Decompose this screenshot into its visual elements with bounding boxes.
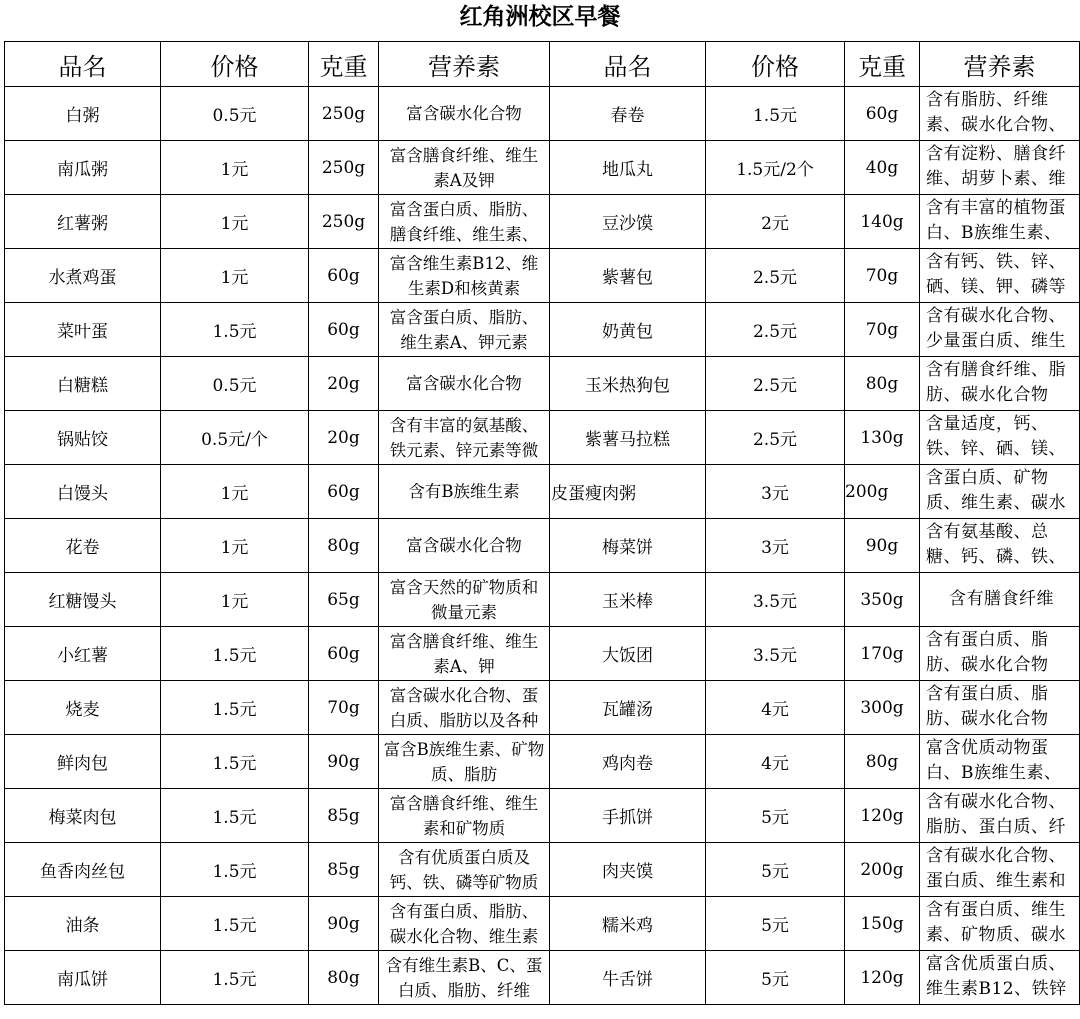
item-price: 3元 <box>706 465 845 519</box>
item-nutrients: 含有膳食纤维 <box>949 589 1054 609</box>
item-nutrients-cell <box>379 249 550 303</box>
item-name: 小红薯 <box>5 627 161 681</box>
item-name: 红糖馒头 <box>5 573 161 627</box>
item-nutrients: 含有氨基酸、总糖、钙、磷、铁、 <box>926 521 1066 567</box>
item-weight: 80g <box>845 357 920 411</box>
item-nutrients-cell <box>920 411 1080 465</box>
header-row <box>5 42 1080 87</box>
item-weight: 250g <box>309 141 379 195</box>
item-name: 花卷 <box>5 519 161 573</box>
item-nutrients: 含有丰富的植物蛋白、B族维生素、 <box>926 197 1066 243</box>
item-nutrients: 含有蛋白质、维生素、矿物质、碳水 <box>926 899 1066 945</box>
table-row <box>5 519 1080 573</box>
item-nutrients: 含有淀粉、膳食纤维、胡萝卜素、维 <box>926 143 1066 189</box>
item-weight: 140g <box>845 195 920 249</box>
item-nutrients: 富含碳水化合物 <box>406 536 522 555</box>
item-nutrients-cell <box>379 951 550 1005</box>
table-row <box>5 789 1080 843</box>
item-nutrients: 富含B族维生素、矿物质、脂肪 <box>383 739 545 784</box>
item-nutrients: 富含蛋白质、脂肪、维生素A、钾元素 <box>389 307 539 352</box>
table-row <box>5 465 1080 519</box>
item-weight: 300g <box>845 681 920 735</box>
table-row <box>5 627 1080 681</box>
item-nutrients: 富含维生素B12、维生素D和核黄素 <box>389 253 539 298</box>
item-price: 5元 <box>706 897 845 951</box>
item-nutrients-cell <box>920 789 1080 843</box>
item-name: 鸡肉卷 <box>550 735 706 789</box>
item-nutrients: 含有维生素B、C、蛋白质、脂肪、纤维 <box>385 955 543 1000</box>
item-price: 1.5元 <box>161 681 309 735</box>
item-weight: 20g <box>309 357 379 411</box>
item-weight: 90g <box>309 897 379 951</box>
item-weight: 250g <box>309 87 379 141</box>
item-nutrients: 含量适度，钙、铁、锌、硒、镁、 <box>926 413 1066 459</box>
item-name: 皮蛋瘦肉粥 <box>550 465 706 519</box>
page-title: 红角洲校区早餐 <box>459 4 621 30</box>
item-price: 2.5元 <box>706 303 845 357</box>
table-row <box>5 735 1080 789</box>
item-weight: 200g <box>845 843 920 897</box>
header-name: 品名 <box>5 42 161 87</box>
item-nutrients: 含有碳水化合物、蛋白质、维生素和 <box>926 845 1066 891</box>
item-nutrients: 富含膳食纤维、维生素和矿物质 <box>389 793 539 838</box>
item-price: 1.5元 <box>161 627 309 681</box>
item-weight: 170g <box>845 627 920 681</box>
item-nutrients: 富含天然的矿物质和微量元素 <box>389 577 539 622</box>
item-weight: 120g <box>845 789 920 843</box>
item-weight: 250g <box>309 195 379 249</box>
item-weight: 90g <box>309 735 379 789</box>
item-nutrients-cell <box>920 681 1080 735</box>
item-nutrients-cell <box>379 87 550 141</box>
item-nutrients: 含有碳水化合物、脂肪、蛋白质、纤 <box>926 791 1066 837</box>
item-price: 1.5元 <box>161 789 309 843</box>
item-price: 3.5元 <box>706 573 845 627</box>
item-name: 梅菜肉包 <box>5 789 161 843</box>
table-row <box>5 573 1080 627</box>
table-row <box>5 141 1080 195</box>
item-nutrients-cell <box>379 141 550 195</box>
item-weight: 130g <box>845 411 920 465</box>
table-row <box>5 411 1080 465</box>
item-price: 3.5元 <box>706 627 845 681</box>
item-nutrients-cell <box>920 357 1080 411</box>
item-weight: 60g <box>309 627 379 681</box>
item-nutrients-cell <box>920 735 1080 789</box>
item-nutrients: 含有丰富的氨基酸、铁元素、锌元素等微 <box>389 415 539 460</box>
item-nutrients-cell <box>920 627 1080 681</box>
table-row <box>5 303 1080 357</box>
item-nutrients: 含有蛋白质、脂肪、碳水化合物、维生素 <box>389 901 539 946</box>
item-price: 0.5元 <box>161 357 309 411</box>
item-price: 0.5元 <box>161 87 309 141</box>
item-name: 紫薯包 <box>550 249 706 303</box>
item-weight: 200g <box>845 465 920 519</box>
item-weight: 70g <box>309 681 379 735</box>
item-price: 2.5元 <box>706 357 845 411</box>
header-name: 品名 <box>550 42 706 87</box>
item-weight: 80g <box>309 519 379 573</box>
item-nutrients: 含有钙、铁、锌、硒、镁、钾、磷等 <box>926 251 1066 297</box>
item-name: 南瓜饼 <box>5 951 161 1005</box>
item-nutrients: 富含碳水化合物 <box>406 104 522 123</box>
item-name: 糯米鸡 <box>550 897 706 951</box>
item-name: 春卷 <box>550 87 706 141</box>
item-nutrients-cell <box>920 951 1080 1005</box>
item-nutrients-cell <box>379 303 550 357</box>
item-price: 1元 <box>161 249 309 303</box>
item-weight: 80g <box>309 951 379 1005</box>
item-nutrients-cell <box>920 465 1080 519</box>
item-nutrients: 富含膳食纤维、维生素A、钾 <box>389 631 539 676</box>
item-weight: 70g <box>845 249 920 303</box>
item-name: 瓦罐汤 <box>550 681 706 735</box>
item-nutrients-cell <box>920 897 1080 951</box>
item-nutrients: 含有碳水化合物、少量蛋白质、维生 <box>926 305 1066 351</box>
item-name: 水煮鸡蛋 <box>5 249 161 303</box>
item-weight: 60g <box>309 465 379 519</box>
breakfast-menu-table <box>4 41 1080 1005</box>
item-name: 南瓜粥 <box>5 141 161 195</box>
item-weight: 120g <box>845 951 920 1005</box>
item-nutrients-cell <box>920 843 1080 897</box>
item-weight: 150g <box>845 897 920 951</box>
item-weight: 85g <box>309 843 379 897</box>
table-row <box>5 357 1080 411</box>
menu-rows <box>5 87 1080 1005</box>
item-price: 1元 <box>161 573 309 627</box>
item-name: 玉米热狗包 <box>550 357 706 411</box>
item-nutrients-cell <box>379 519 550 573</box>
item-weight: 90g <box>845 519 920 573</box>
item-name: 豆沙馍 <box>550 195 706 249</box>
header-nutrients: 营养素 <box>379 42 550 87</box>
table-row <box>5 681 1080 735</box>
item-nutrients-cell <box>920 195 1080 249</box>
table-row <box>5 951 1080 1005</box>
item-nutrients-cell <box>920 87 1080 141</box>
item-nutrients: 含有蛋白质、脂肪、碳水化合物 <box>926 683 1049 729</box>
item-weight: 80g <box>845 735 920 789</box>
item-nutrients: 富含优质动物蛋白、B族维生素、 <box>926 737 1062 783</box>
item-nutrients-cell <box>379 573 550 627</box>
item-price: 0.5元/个 <box>161 411 309 465</box>
item-weight: 70g <box>845 303 920 357</box>
item-weight: 20g <box>309 411 379 465</box>
item-nutrients: 含有优质蛋白质及钙、铁、磷等矿物质 <box>389 847 539 892</box>
item-name: 白馒头 <box>5 465 161 519</box>
item-nutrients: 富含蛋白质、脂肪、膳食纤维、维生素、 <box>389 199 539 244</box>
item-nutrients-cell <box>920 141 1080 195</box>
item-price: 1.5元/2个 <box>706 141 845 195</box>
item-nutrients-cell <box>379 681 550 735</box>
item-price: 2元 <box>706 195 845 249</box>
item-weight: 60g <box>845 87 920 141</box>
item-name: 奶黄包 <box>550 303 706 357</box>
item-weight: 85g <box>309 789 379 843</box>
item-price: 1元 <box>161 465 309 519</box>
item-price: 1.5元 <box>161 303 309 357</box>
item-nutrients-cell <box>920 573 1080 627</box>
item-nutrients: 富含膳食纤维、维生素A及钾 <box>389 145 539 190</box>
item-name: 紫薯马拉糕 <box>550 411 706 465</box>
item-price: 4元 <box>706 735 845 789</box>
item-weight: 40g <box>845 141 920 195</box>
item-name: 鲜肉包 <box>5 735 161 789</box>
item-weight: 65g <box>309 573 379 627</box>
item-price: 2.5元 <box>706 249 845 303</box>
item-name: 地瓜丸 <box>550 141 706 195</box>
table-row <box>5 87 1080 141</box>
header-weight: 克重 <box>309 42 379 87</box>
item-price: 1.5元 <box>161 897 309 951</box>
item-nutrients-cell <box>920 249 1080 303</box>
item-weight: 350g <box>845 573 920 627</box>
item-name: 鱼香肉丝包 <box>5 843 161 897</box>
table-row <box>5 195 1080 249</box>
item-nutrients-cell <box>379 627 550 681</box>
item-nutrients-cell <box>379 735 550 789</box>
item-name: 手抓饼 <box>550 789 706 843</box>
table-row <box>5 843 1080 897</box>
item-nutrients-cell <box>379 357 550 411</box>
item-price: 1元 <box>161 519 309 573</box>
item-nutrients-cell <box>920 303 1080 357</box>
item-nutrients-cell <box>379 465 550 519</box>
item-nutrients-cell <box>379 789 550 843</box>
item-price: 1.5元 <box>161 735 309 789</box>
item-weight: 60g <box>309 249 379 303</box>
item-name: 白粥 <box>5 87 161 141</box>
item-price: 1元 <box>161 195 309 249</box>
item-nutrients: 含有B族维生素 <box>408 482 520 501</box>
item-nutrients-cell <box>379 411 550 465</box>
item-nutrients: 富含碳水化合物、蛋白质、脂肪以及各种 <box>389 685 539 730</box>
item-name: 菜叶蛋 <box>5 303 161 357</box>
item-name: 玉米棒 <box>550 573 706 627</box>
item-nutrients: 含有蛋白质、脂肪、碳水化合物 <box>926 629 1049 675</box>
item-nutrients: 含蛋白质、矿物质、维生素、碳水 <box>926 467 1066 513</box>
item-name: 油条 <box>5 897 161 951</box>
item-nutrients-cell <box>379 897 550 951</box>
item-nutrients: 富含优质蛋白质、维生素B12、铁锌 <box>926 953 1067 999</box>
item-name: 锅贴饺 <box>5 411 161 465</box>
item-price: 2.5元 <box>706 411 845 465</box>
item-nutrients: 含有脂肪、纤维素、碳水化合物、 <box>926 89 1066 135</box>
item-price: 1.5元 <box>161 951 309 1005</box>
header-price: 价格 <box>161 42 309 87</box>
item-price: 3元 <box>706 519 845 573</box>
item-name: 梅菜饼 <box>550 519 706 573</box>
item-name: 肉夹馍 <box>550 843 706 897</box>
item-nutrients-cell <box>379 195 550 249</box>
header-weight: 克重 <box>845 42 920 87</box>
header-nutrients: 营养素 <box>920 42 1080 87</box>
item-name: 白糖糕 <box>5 357 161 411</box>
item-price: 5元 <box>706 843 845 897</box>
item-nutrients-cell <box>379 843 550 897</box>
table-row <box>5 897 1080 951</box>
item-nutrients: 含有膳食纤维、脂肪、碳水化合物 <box>926 359 1066 405</box>
item-nutrients-cell <box>920 519 1080 573</box>
item-name: 大饭团 <box>550 627 706 681</box>
item-price: 4元 <box>706 681 845 735</box>
header-price: 价格 <box>706 42 845 87</box>
item-name: 红薯粥 <box>5 195 161 249</box>
item-weight: 60g <box>309 303 379 357</box>
item-price: 5元 <box>706 789 845 843</box>
item-nutrients: 富含碳水化合物 <box>406 374 522 393</box>
item-name: 牛舌饼 <box>550 951 706 1005</box>
item-price: 1.5元 <box>161 843 309 897</box>
item-name: 烧麦 <box>5 681 161 735</box>
item-price: 5元 <box>706 951 845 1005</box>
item-price: 1.5元 <box>706 87 845 141</box>
item-price: 1元 <box>161 141 309 195</box>
table-row <box>5 249 1080 303</box>
